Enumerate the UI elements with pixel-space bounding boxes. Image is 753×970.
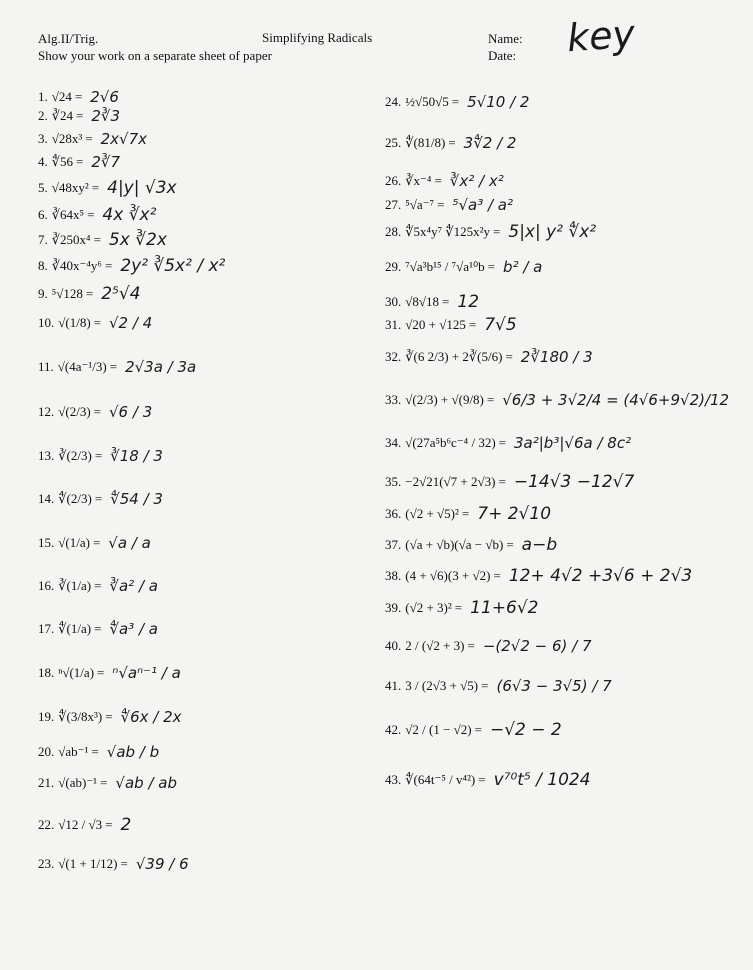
problem-40 <box>385 637 592 655</box>
equals-sign: = <box>93 315 101 330</box>
problem-6 <box>38 205 156 225</box>
handwritten-answer: √2 / 4 <box>109 314 153 332</box>
handwritten-answer: −(2√2 − 6) / 7 <box>482 637 592 655</box>
problem-number: 31. <box>385 317 402 332</box>
problem-expression: √8√18 <box>405 294 440 309</box>
problem-36 <box>385 504 551 524</box>
problem-12 <box>38 403 152 421</box>
problem-10 <box>38 314 152 332</box>
problem-30 <box>385 292 479 312</box>
problem-number: 23. <box>38 856 55 871</box>
problem-number: 28. <box>385 224 402 239</box>
problem-expression: √(2/3) + √(9/8) <box>405 392 484 407</box>
problem-number: 1. <box>38 89 48 104</box>
equals-sign: = <box>478 772 486 787</box>
handwritten-answer: ∜6x / 2x <box>120 708 182 726</box>
handwritten-answer: √39 / 6 <box>135 855 189 873</box>
problem-14 <box>38 490 163 508</box>
equals-sign: = <box>493 224 501 239</box>
problem-expression: −2√21(√7 + 2√3) <box>405 474 496 489</box>
problem-number: 22. <box>38 817 55 832</box>
date-label: Date: <box>488 48 517 63</box>
problem-expression: ∛(1/a) <box>58 578 92 593</box>
equals-sign: = <box>437 197 445 212</box>
handwritten-answer: 12 <box>457 292 480 312</box>
problem-38 <box>385 566 692 586</box>
problem-expression: ∜(64t⁻⁵ / v⁴²) <box>405 772 476 787</box>
handwritten-answer: a−b <box>521 535 558 555</box>
problem-expression: √(27a⁵b⁶c⁻⁴ / 32) <box>405 435 496 450</box>
problem-number: 27. <box>385 197 402 212</box>
problem-29 <box>385 258 542 276</box>
equals-sign: = <box>91 180 100 195</box>
equals-sign: = <box>448 135 456 150</box>
problem-number: 32. <box>385 349 402 364</box>
equals-sign: = <box>498 474 506 489</box>
problem-expression: √24 <box>51 89 72 104</box>
problem-number: 29. <box>385 259 402 274</box>
problem-33 <box>385 391 729 409</box>
key-handwriting: key <box>565 11 637 61</box>
handwritten-answer: 5x ∛2x <box>108 230 167 250</box>
problem-number: 39. <box>385 600 402 615</box>
problem-number: 26. <box>385 173 402 188</box>
equals-sign: = <box>505 349 513 364</box>
problem-expression: ∛40x⁻⁴y⁶ <box>51 258 102 273</box>
problem-4 <box>38 153 120 171</box>
problem-expression: (4 + √6)(3 + √2) <box>405 568 491 583</box>
problem-number: 12. <box>38 404 55 419</box>
equals-sign: = <box>487 259 496 274</box>
equals-sign: = <box>467 638 475 653</box>
equals-sign: = <box>105 709 113 724</box>
equals-sign: = <box>76 154 84 169</box>
equals-sign: = <box>104 258 113 273</box>
equals-sign: = <box>451 94 460 109</box>
problem-expression: ∛250x⁴ <box>51 232 91 247</box>
problem-19 <box>38 708 182 726</box>
problem-expression: ∜(1/a) <box>58 621 92 636</box>
worksheet-title: Simplifying Radicals <box>262 30 373 45</box>
equals-sign: = <box>76 108 84 123</box>
problem-number: 21. <box>38 775 55 790</box>
problem-15 <box>38 534 151 552</box>
handwritten-answer: 2√6 <box>90 88 119 106</box>
problem-expression: ⁵√a⁻⁷ <box>405 197 435 212</box>
handwritten-answer: 11+6√2 <box>470 598 539 618</box>
handwritten-answer: 5√10 / 2 <box>467 93 530 111</box>
problem-11 <box>38 358 196 376</box>
equals-sign: = <box>92 535 101 550</box>
problem-number: 4. <box>38 154 48 169</box>
handwritten-answer: 12+ 4√2 +3√6 + 2√3 <box>508 566 693 586</box>
handwritten-answer: −14√3 −12√7 <box>513 472 635 492</box>
equals-sign: = <box>85 286 94 301</box>
problem-expression: (√2 + √5)² <box>405 506 459 521</box>
problem-25 <box>385 134 516 152</box>
handwritten-answer: 2∛3 <box>91 107 121 125</box>
problem-5 <box>38 178 177 198</box>
problem-expression: √(ab)⁻¹ <box>58 775 98 790</box>
problem-number: 14. <box>38 491 55 506</box>
equals-sign: = <box>120 856 128 871</box>
header-right <box>488 30 523 64</box>
problem-number: 34. <box>385 435 402 450</box>
problem-number: 11. <box>38 359 54 374</box>
problem-27 <box>385 196 513 214</box>
handwritten-answer: √a / a <box>108 534 151 552</box>
equals-sign: = <box>94 578 102 593</box>
handwritten-answer: ∛18 / 3 <box>110 447 163 465</box>
problem-34 <box>385 434 631 452</box>
problem-number: 13. <box>38 448 55 463</box>
equals-sign: = <box>91 744 99 759</box>
course-label: Alg.II/Trig. <box>38 31 99 46</box>
problem-expression: ⁿ√(1/a) <box>58 665 95 680</box>
handwritten-answer: 7+ 2√10 <box>477 504 552 524</box>
problem-26 <box>385 172 504 190</box>
handwritten-answer: √6 / 3 <box>109 403 153 421</box>
problem-number: 8. <box>38 258 48 273</box>
handwritten-answer: √ab / b <box>106 743 160 761</box>
handwritten-answer: 2x√7x <box>100 130 148 148</box>
problem-expression: √(1/a) <box>58 535 90 550</box>
handwritten-answer: 2y² ∛5x² / x² <box>120 256 226 276</box>
problem-number: 2. <box>38 108 48 123</box>
problem-number: 25. <box>385 135 402 150</box>
problem-23 <box>38 855 189 873</box>
handwritten-answer: 5|x| y² ∜x² <box>508 222 597 242</box>
name-label: Name: <box>488 31 523 46</box>
equals-sign: = <box>97 665 105 680</box>
problem-41 <box>385 677 612 695</box>
problem-42 <box>385 720 562 740</box>
problem-3 <box>38 130 147 148</box>
problem-number: 42. <box>385 722 402 737</box>
equals-sign: = <box>434 173 442 188</box>
handwritten-answer: ∛x² / x² <box>449 172 504 190</box>
problem-37 <box>385 535 557 555</box>
problem-expression: ∜(3/8x³) <box>58 709 103 724</box>
problem-expression: √28x³ <box>51 131 83 146</box>
equals-sign: = <box>468 317 477 332</box>
equals-sign: = <box>94 621 102 636</box>
problem-expression: ∛x⁻⁴ <box>405 173 432 188</box>
problem-21 <box>38 774 177 792</box>
handwritten-answer: 2√3a / 3a <box>125 358 197 376</box>
handwritten-answer: ∜a³ / a <box>109 620 158 638</box>
equals-sign: = <box>498 435 506 450</box>
equals-sign: = <box>109 359 118 374</box>
problem-expression: ½√50√5 <box>405 94 449 109</box>
equals-sign: = <box>105 817 113 832</box>
problem-9 <box>38 284 141 304</box>
problem-31 <box>385 315 517 335</box>
problem-number: 18. <box>38 665 55 680</box>
handwritten-answer: 2∛180 / 3 <box>520 348 593 366</box>
problem-7 <box>38 230 167 250</box>
problem-16 <box>38 577 158 595</box>
problem-expression: ∛(2/3) <box>58 448 92 463</box>
problem-28 <box>385 222 596 242</box>
equals-sign: = <box>74 89 83 104</box>
problem-number: 19. <box>38 709 55 724</box>
handwritten-answer: 3a²|b³|√6a / 8c² <box>514 434 632 452</box>
header-left <box>38 30 272 64</box>
equals-sign: = <box>94 491 103 506</box>
problem-number: 24. <box>385 94 402 109</box>
problem-number: 38. <box>385 568 402 583</box>
handwritten-answer: 4|y| √3x <box>107 178 177 198</box>
problem-expression: ∛24 <box>51 108 74 123</box>
problem-expression: ⁷√a³b¹⁵ / ⁷√a¹⁰b <box>405 259 485 274</box>
handwritten-answer: 2 <box>120 815 132 835</box>
problem-expression: ∜56 <box>51 154 74 169</box>
equals-sign: = <box>461 506 470 521</box>
problem-expression: 3 / (2√3 + √5) <box>405 678 479 693</box>
problem-number: 17. <box>38 621 55 636</box>
problem-expression: (√2 + 3)² <box>405 600 452 615</box>
problem-number: 37. <box>385 537 402 552</box>
problem-expression: ∛(6 2/3) + 2∛(5/6) <box>405 349 503 364</box>
problem-43 <box>385 770 591 790</box>
problem-expression: √20 + √125 <box>405 317 466 332</box>
handwritten-answer: 4x ∛x² <box>102 205 157 225</box>
problem-number: 10. <box>38 315 55 330</box>
equals-sign: = <box>493 568 501 583</box>
problem-17 <box>38 620 158 638</box>
equals-sign: = <box>474 722 482 737</box>
equals-sign: = <box>506 537 514 552</box>
equals-sign: = <box>454 600 463 615</box>
problem-expression: 2 / (√2 + 3) <box>405 638 465 653</box>
equals-sign: = <box>442 294 450 309</box>
problem-number: 35. <box>385 474 402 489</box>
problem-expression: ∜(81/8) <box>405 135 446 150</box>
problem-expression: (√a + √b)(√a − √b) <box>405 537 504 552</box>
problem-18 <box>38 664 181 682</box>
problem-number: 36. <box>385 506 402 521</box>
problem-expression: ∜5x⁴y⁷ ∜125x²y <box>405 224 491 239</box>
problem-20 <box>38 743 159 761</box>
equals-sign: = <box>93 232 101 247</box>
handwritten-answer: 2⁵√4 <box>101 284 141 304</box>
problem-expression: √12 / √3 <box>58 817 103 832</box>
handwritten-answer: v⁷⁰t⁵ / 1024 <box>493 770 591 790</box>
equals-sign: = <box>100 775 108 790</box>
handwritten-answer: ⁿ√aⁿ⁻¹ / a <box>112 664 181 682</box>
problem-13 <box>38 447 163 465</box>
handwritten-answer: b² / a <box>503 258 543 276</box>
problem-number: 3. <box>38 131 48 146</box>
handwritten-answer: 7√5 <box>484 315 517 335</box>
problem-expression: √(4a⁻¹/3) <box>57 359 107 374</box>
handwritten-answer: ∛a² / a <box>109 577 158 595</box>
problem-expression: √(1 + 1/12) <box>58 856 118 871</box>
problem-24 <box>385 93 529 111</box>
problem-number: 9. <box>38 286 48 301</box>
problem-expression: √48xy² <box>51 180 89 195</box>
problem-2 <box>38 107 120 125</box>
handwritten-answer: 3∜2 / 2 <box>463 134 517 152</box>
problem-number: 43. <box>385 772 402 787</box>
problem-22 <box>38 815 131 835</box>
problem-number: 7. <box>38 232 48 247</box>
problem-35 <box>385 472 634 492</box>
problem-expression: ⁵√128 <box>51 286 83 301</box>
instructions-text: Show your work on a separate sheet of paper <box>38 48 272 63</box>
problem-number: 41. <box>385 678 402 693</box>
problem-number: 5. <box>38 180 48 195</box>
equals-sign: = <box>94 448 103 463</box>
problem-39 <box>385 598 538 618</box>
problem-expression: √2 / (1 − √2) <box>405 722 472 737</box>
handwritten-answer: 2∛7 <box>91 153 121 171</box>
handwritten-answer: ⁵√a³ / a² <box>452 196 514 214</box>
problem-number: 40. <box>385 638 402 653</box>
equals-sign: = <box>85 131 93 146</box>
problem-number: 33. <box>385 392 402 407</box>
problem-expression: √ab⁻¹ <box>58 744 89 759</box>
equals-sign: = <box>93 404 101 419</box>
handwritten-answer: −√2 − 2 <box>489 720 562 740</box>
handwritten-answer: √ab / ab <box>115 774 177 792</box>
handwritten-answer: ∜54 / 3 <box>110 490 163 508</box>
equals-sign: = <box>481 678 489 693</box>
problem-expression: √(1/8) <box>58 315 91 330</box>
problem-number: 30. <box>385 294 402 309</box>
equals-sign: = <box>87 207 95 222</box>
problem-1 <box>38 88 119 106</box>
problem-32 <box>385 348 593 366</box>
problem-number: 20. <box>38 744 55 759</box>
problem-8 <box>38 256 225 276</box>
problem-expression: ∜(2/3) <box>58 491 92 506</box>
problem-expression: ∛64x⁵ <box>51 207 85 222</box>
handwritten-answer: (6√3 − 3√5) / 7 <box>496 677 612 695</box>
problem-number: 16. <box>38 578 55 593</box>
problem-number: 15. <box>38 535 55 550</box>
problem-number: 6. <box>38 207 48 222</box>
equals-sign: = <box>486 392 495 407</box>
handwritten-answer: √6/3 + 3√2/4 = (4√6+9√2)/12 <box>502 391 730 409</box>
problem-expression: √(2/3) <box>58 404 91 419</box>
